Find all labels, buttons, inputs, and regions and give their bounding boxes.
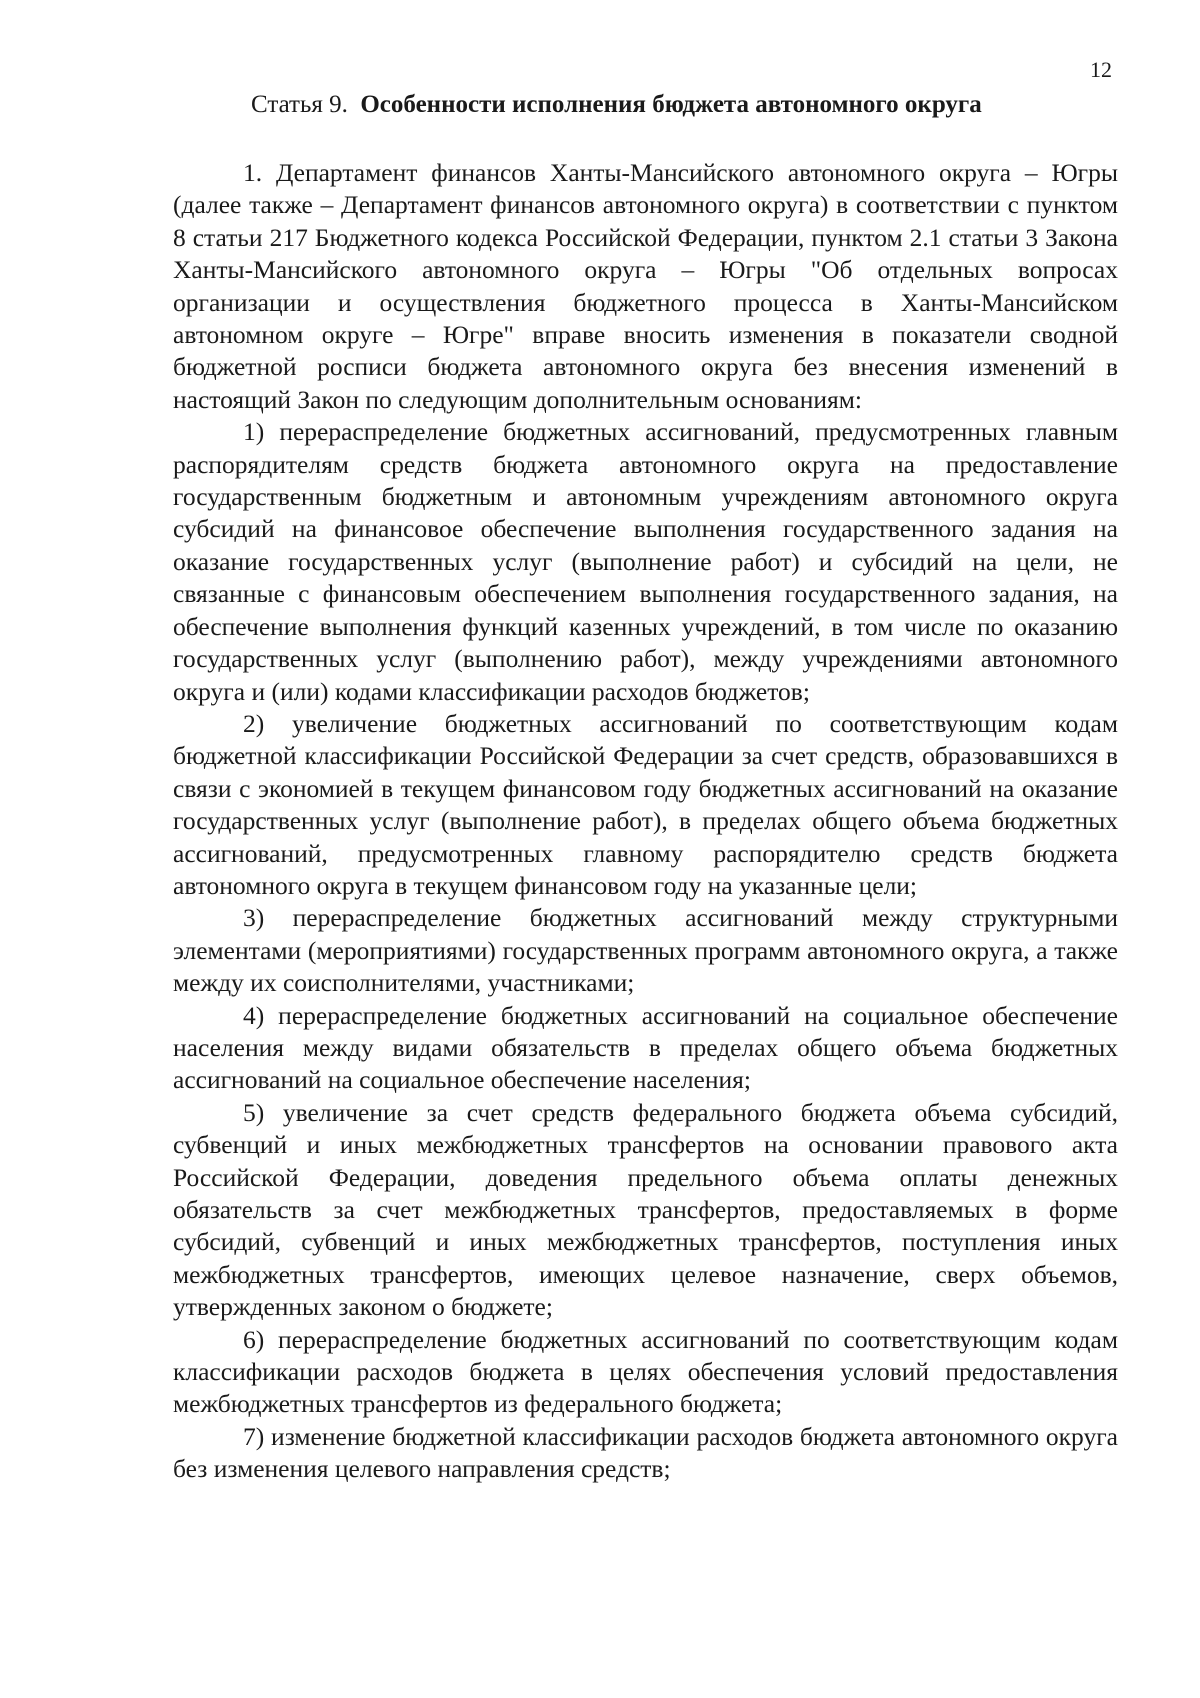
list-item-6: 6) перераспределение бюджетных ассигнований по соответствующим кодам классификации расходов бюджета в целях обеспечения условий предоставления межбюджетных трансфертов из федерального бюджета; (173, 1324, 1118, 1419)
page-number: 12 (1090, 57, 1112, 82)
article-label: Статья 9. (251, 91, 348, 118)
article-name: Особенности исполнения бюджета автономного округа (360, 91, 982, 118)
paragraph-1: 1. Департамент финансов Ханты-Мансийского автономного округа – Югры (далее также – Департамент финансов автономного округа) в соответствии с пунктом 8 статьи 217 Бюджетного кодекса Российской Федерации, пунктом 2.1 статьи 3 Закона Ханты-Мансийского автономного округа – Югры "Об отдельных вопросах организации и осуществления бюджетного процесса в Ханты-Мансийском автономном округе – Югре" вправе вносить изменения в показатели сводной бюджетной росписи бюджета автономного округа без внесения изменений в настоящий Закон по следующим дополнительным основаниям: (173, 158, 1118, 414)
list-item-4: 4) перераспределение бюджетных ассигнований на социальное обеспечение населения между видами обязательств в пределах общего объема бюджетных ассигнований на социальное обеспечение населения; (173, 1000, 1118, 1095)
article-body (173, 157, 1118, 1486)
list-item-5: 5) увеличение за счет средств федерального бюджета объема субсидий, субвенций и иных межбюджетных трансфертов на основании правового акта Российской Федерации, доведения предельного объема оплаты денежных обязательств за счет межбюджетных трансфертов, предоставляемых в форме субсидий, субвенций и иных межбюджетных трансфертов, поступления иных межбюджетных трансфертов, имеющих целевое назначение, сверх объемов, утвержденных законом о бюджете; (173, 1097, 1118, 1322)
list-item-1: 1) перераспределение бюджетных ассигнований, предусмотренных главным распорядителям средств бюджета автономного округа на предоставление государственным бюджетным и автономным учреждениям автономного округа субсидий на финансовое обеспечение выполнения государственного задания на оказание государственных услуг (выполнение работ) и субсидий на цели, не связанные с финансовым обеспечением выполнения государственного задания, на обеспечение выполнения функций казенных учреждений, в том числе по оказанию государственных услуг (выполнению работ), между учреждениями автономного округа и (или) кодами классификации расходов бюджетов; (173, 417, 1118, 706)
list-item-2: 2) увеличение бюджетных ассигнований по соответствующим кодам бюджетной классификации Российской Федерации за счет средств, образовавшихся в связи с экономией в текущем финансовом году бюджетных ассигнований на оказание государственных услуг (выполнение работ), в пределах общего объема бюджетных ассигнований, предусмотренных главному распорядителю средств бюджета автономного округа в текущем финансовом году на указанные цели; (173, 708, 1118, 900)
list-item-3: 3) перераспределение бюджетных ассигнований между структурными элементами (мероприятиями) государственных программ автономного округа, а также между их соисполнителями, участниками; (173, 903, 1118, 998)
list-item-7: 7) изменение бюджетной классификации расходов бюджета автономного округа без изменения целевого направления средств; (173, 1421, 1118, 1484)
article-title (251, 90, 982, 120)
